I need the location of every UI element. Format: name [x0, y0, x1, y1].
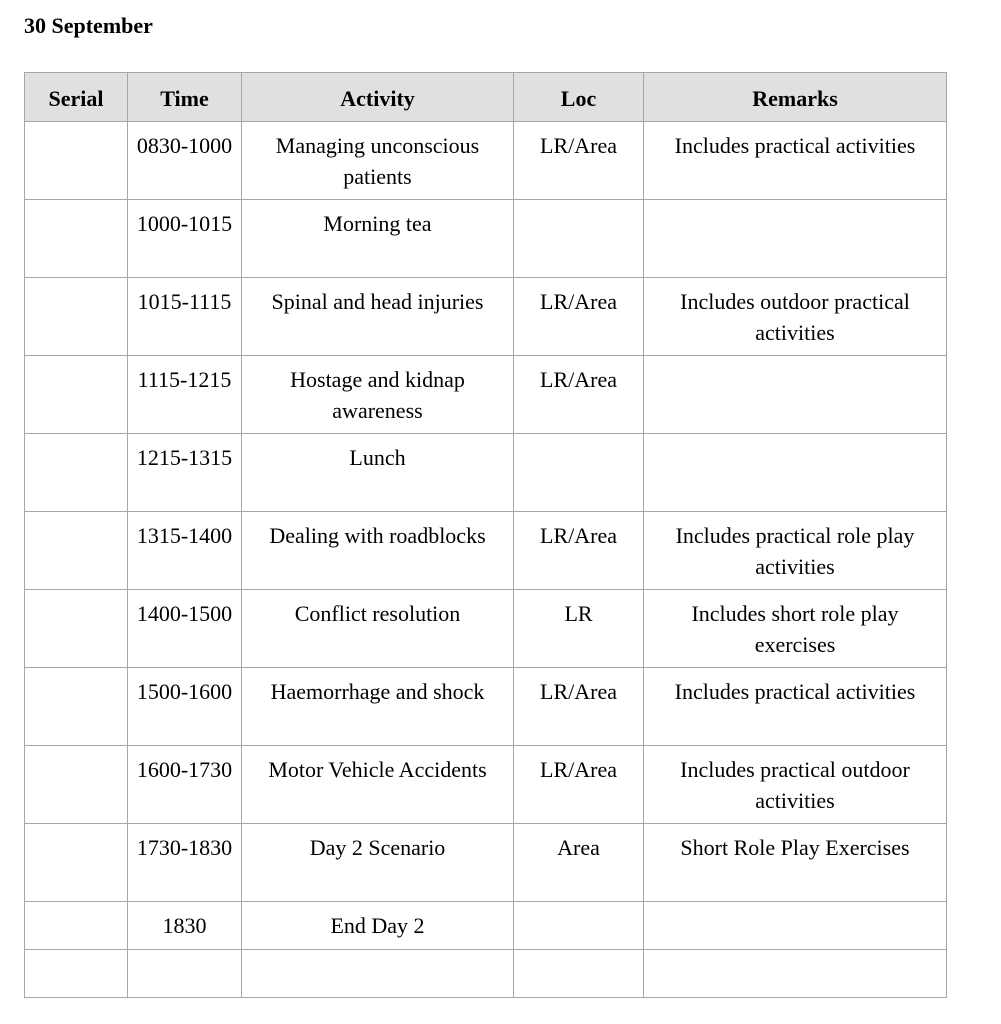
remarks-cell	[644, 434, 947, 512]
activity-cell: Managing unconscious patients	[242, 122, 514, 200]
time-cell: 1000-1015	[128, 200, 242, 278]
time-cell	[128, 950, 242, 998]
serial-cell	[25, 590, 128, 668]
time-cell: 1600-1730	[128, 746, 242, 824]
activity-cell: Spinal and head injuries	[242, 278, 514, 356]
activity-cell: Motor Vehicle Accidents	[242, 746, 514, 824]
remarks-cell	[644, 356, 947, 434]
table-row	[25, 122, 947, 200]
serial-cell	[25, 746, 128, 824]
column-header-time: Time	[128, 73, 242, 122]
activity-cell: Dealing with roadblocks	[242, 512, 514, 590]
remarks-cell: Includes practical activities	[644, 122, 947, 200]
time-cell: 1215-1315	[128, 434, 242, 512]
column-header-serial: Serial	[25, 73, 128, 122]
activity-cell: Morning tea	[242, 200, 514, 278]
column-header-loc: Loc	[514, 73, 644, 122]
page-title: 30 September	[24, 13, 153, 38]
time-cell: 1500-1600	[128, 668, 242, 746]
activity-cell: Day 2 Scenario	[242, 824, 514, 902]
column-header-activity: Activity	[242, 73, 514, 122]
time-cell: 0830-1000	[128, 122, 242, 200]
table-row	[25, 278, 947, 356]
serial-cell	[25, 824, 128, 902]
table-header-row	[25, 73, 947, 122]
activity-cell: Hostage and kidnap awareness	[242, 356, 514, 434]
serial-cell	[25, 356, 128, 434]
activity-cell: Conflict resolution	[242, 590, 514, 668]
loc-cell	[514, 950, 644, 998]
serial-cell	[25, 278, 128, 356]
loc-cell: LR/Area	[514, 746, 644, 824]
loc-cell: Area	[514, 824, 644, 902]
loc-cell: LR/Area	[514, 278, 644, 356]
schedule-table	[24, 72, 947, 998]
remarks-cell	[644, 200, 947, 278]
loc-cell	[514, 902, 644, 950]
table-row	[25, 902, 947, 950]
remarks-cell: Includes outdoor practical activities	[644, 278, 947, 356]
table-row	[25, 590, 947, 668]
time-cell: 1315-1400	[128, 512, 242, 590]
remarks-cell: Includes practical outdoor activities	[644, 746, 947, 824]
remarks-cell: Short Role Play Exercises	[644, 824, 947, 902]
time-cell: 1830	[128, 902, 242, 950]
table-row	[25, 746, 947, 824]
loc-cell: LR/Area	[514, 122, 644, 200]
remarks-cell	[644, 902, 947, 950]
table-row	[25, 434, 947, 512]
table-row	[25, 668, 947, 746]
table-row	[25, 824, 947, 902]
column-header-remarks: Remarks	[644, 73, 947, 122]
time-cell: 1015-1115	[128, 278, 242, 356]
serial-cell	[25, 902, 128, 950]
serial-cell	[25, 200, 128, 278]
table-row	[25, 200, 947, 278]
loc-cell: LR	[514, 590, 644, 668]
remarks-cell: Includes practical role play activities	[644, 512, 947, 590]
time-cell: 1730-1830	[128, 824, 242, 902]
serial-cell	[25, 668, 128, 746]
loc-cell: LR/Area	[514, 512, 644, 590]
activity-cell: End Day 2	[242, 902, 514, 950]
table-row	[25, 950, 947, 998]
activity-cell: Haemorrhage and shock	[242, 668, 514, 746]
serial-cell	[25, 512, 128, 590]
time-cell: 1400-1500	[128, 590, 242, 668]
loc-cell	[514, 200, 644, 278]
table-row	[25, 356, 947, 434]
time-cell: 1115-1215	[128, 356, 242, 434]
serial-cell	[25, 950, 128, 998]
loc-cell	[514, 434, 644, 512]
remarks-cell	[644, 950, 947, 998]
table-row	[25, 512, 947, 590]
remarks-cell: Includes short role play exercises	[644, 590, 947, 668]
serial-cell	[25, 434, 128, 512]
activity-cell: Lunch	[242, 434, 514, 512]
loc-cell: LR/Area	[514, 356, 644, 434]
serial-cell	[25, 122, 128, 200]
activity-cell	[242, 950, 514, 998]
remarks-cell: Includes practical activities	[644, 668, 947, 746]
loc-cell: LR/Area	[514, 668, 644, 746]
